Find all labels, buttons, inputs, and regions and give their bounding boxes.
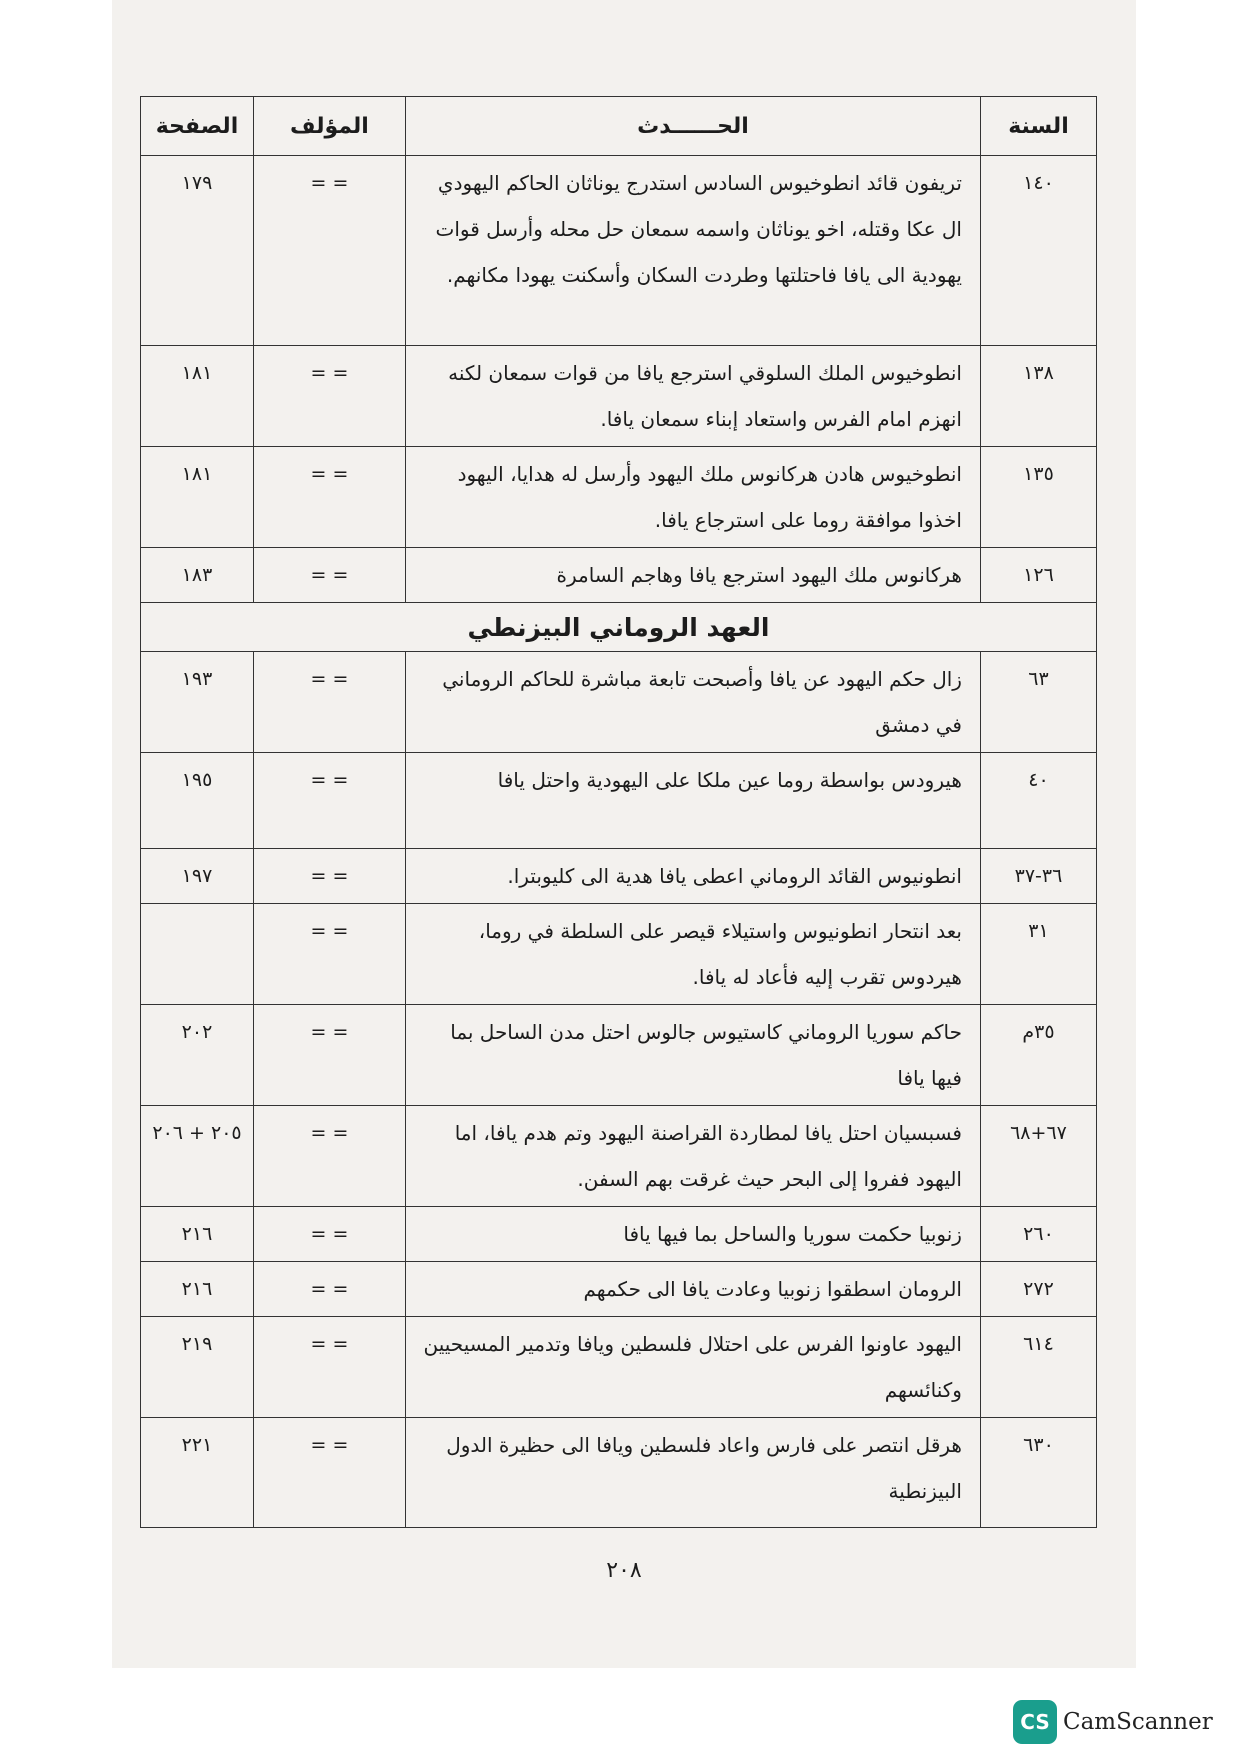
cell-event: انطوخيوس الملك السلوقي استرجع يافا من قوات سمعان لكنه انهزم امام الفرس واستعاد إبناء سمعان يافا.: [405, 346, 980, 447]
cell-year: ٢٧٢: [980, 1262, 1096, 1317]
table-row: [141, 346, 1097, 447]
cell-page: ١٨٣: [141, 548, 254, 603]
cell-author: = =: [253, 753, 405, 849]
header-year: السنة: [980, 97, 1096, 156]
cell-year: ٦٧+٦٨: [980, 1106, 1096, 1207]
cell-year: ١٤٠: [980, 156, 1096, 346]
cell-year: ٢٦٠: [980, 1207, 1096, 1262]
cell-page: ١٩٧: [141, 849, 254, 904]
cell-event: اليهود عاونوا الفرس على احتلال فلسطين ويافا وتدمير المسيحيين وكنائسهم: [405, 1317, 980, 1418]
cell-author: = =: [253, 1005, 405, 1106]
camscanner-label: CamScanner: [1063, 1709, 1213, 1735]
cell-event: بعد انتحار انطونيوس واستيلاء قيصر على السلطة في روما، هيردوس تقرب إليه فأعاد له يافا.: [405, 904, 980, 1005]
camscanner-logo-icon: CS: [1013, 1700, 1057, 1744]
cell-page: ٢٠٥ + ٢٠٦: [141, 1106, 254, 1207]
section-row: [141, 603, 1097, 652]
table-row: [141, 447, 1097, 548]
cell-event: انطونيوس القائد الروماني اعطى يافا هدية الى كليوبترا.: [405, 849, 980, 904]
cell-year: ١٣٨: [980, 346, 1096, 447]
cell-author: = =: [253, 447, 405, 548]
cell-page: ٢١٦: [141, 1207, 254, 1262]
section-title: العهد الروماني البيزنطي: [141, 603, 1097, 652]
table-row: [141, 1317, 1097, 1418]
camscanner-watermark: [1013, 1700, 1213, 1744]
cell-author: = =: [253, 1262, 405, 1317]
cell-author: = =: [253, 1418, 405, 1528]
table-row: [141, 1418, 1097, 1528]
cell-year: ٤٠: [980, 753, 1096, 849]
header-event: الحــــــدث: [405, 97, 980, 156]
cell-event: هرقل انتصر على فارس واعاد فلسطين ويافا الى حظيرة الدول البيزنطية: [405, 1418, 980, 1528]
cell-year: ٦٣٠: [980, 1418, 1096, 1528]
cell-page: ١٨١: [141, 346, 254, 447]
cell-page: ٢٠٢: [141, 1005, 254, 1106]
cell-year: ١٣٥: [980, 447, 1096, 548]
table-row: [141, 1262, 1097, 1317]
cell-year: ٦٣: [980, 652, 1096, 753]
cell-year: ١٢٦: [980, 548, 1096, 603]
table-row: [141, 849, 1097, 904]
cell-author: = =: [253, 346, 405, 447]
table-row: [141, 548, 1097, 603]
events-table: [140, 96, 1097, 1528]
cell-page: ٢٢١: [141, 1418, 254, 1528]
cell-event: انطوخيوس هادن هركانوس ملك اليهود وأرسل له هدايا، اليهود اخذوا موافقة روما على استرجاع يافا.: [405, 447, 980, 548]
table-row: [141, 904, 1097, 1005]
cell-event: زال حكم اليهود عن يافا وأصبحت تابعة مباشرة للحاكم الروماني في دمشق: [405, 652, 980, 753]
page-number: ٢٠٨: [606, 1558, 642, 1583]
table-row: [141, 1005, 1097, 1106]
cell-page: ١٩٣: [141, 652, 254, 753]
cell-event: الرومان اسطقوا زنوبيا وعادت يافا الى حكمهم: [405, 1262, 980, 1317]
cell-author: = =: [253, 156, 405, 346]
cell-page: ١٨١: [141, 447, 254, 548]
table-row: [141, 156, 1097, 346]
cell-year: ٣٥م: [980, 1005, 1096, 1106]
scanned-page: [112, 0, 1136, 1668]
cell-author: = =: [253, 849, 405, 904]
header-author: المؤلف: [253, 97, 405, 156]
table-header-row: [141, 97, 1097, 156]
cell-page: ١٩٥: [141, 753, 254, 849]
cell-year: ٣١: [980, 904, 1096, 1005]
cell-author: = =: [253, 904, 405, 1005]
cell-event: زنوبيا حكمت سوريا والساحل بما فيها يافا: [405, 1207, 980, 1262]
cell-event: فسبسيان احتل يافا لمطاردة القراصنة اليهود وتم هدم يافا، اما اليهود ففروا إلى البحر حيث غرقت بهم السفن.: [405, 1106, 980, 1207]
header-page: الصفحة: [141, 97, 254, 156]
cell-event: تريفون قائد انطوخيوس السادس استدرج يوناثان الحاكم اليهودي ال عكا وقتله، اخو يوناثان واسمه سمعان حل محله وأرسل قوات يهودية الى يافا فاحتلتها وطردت السكان وأسكنت يهودا مكانهم.: [405, 156, 980, 346]
table-row: [141, 753, 1097, 849]
table-row: [141, 1207, 1097, 1262]
cell-page: ١٧٩: [141, 156, 254, 346]
table-row: [141, 1106, 1097, 1207]
cell-event: هركانوس ملك اليهود استرجع يافا وهاجم السامرة: [405, 548, 980, 603]
table-row: [141, 652, 1097, 753]
cell-page: [141, 904, 254, 1005]
cell-author: = =: [253, 548, 405, 603]
cell-author: = =: [253, 1106, 405, 1207]
cell-year: ٣٦-٣٧: [980, 849, 1096, 904]
cell-event: حاكم سوريا الروماني كاستيوس جالوس احتل مدن الساحل بما فيها يافا: [405, 1005, 980, 1106]
cell-author: = =: [253, 652, 405, 753]
cell-author: = =: [253, 1207, 405, 1262]
cell-page: ٢١٩: [141, 1317, 254, 1418]
cell-event: هيرودس بواسطة روما عين ملكا على اليهودية واحتل يافا: [405, 753, 980, 849]
cell-page: ٢١٦: [141, 1262, 254, 1317]
cell-author: = =: [253, 1317, 405, 1418]
cell-year: ٦١٤: [980, 1317, 1096, 1418]
